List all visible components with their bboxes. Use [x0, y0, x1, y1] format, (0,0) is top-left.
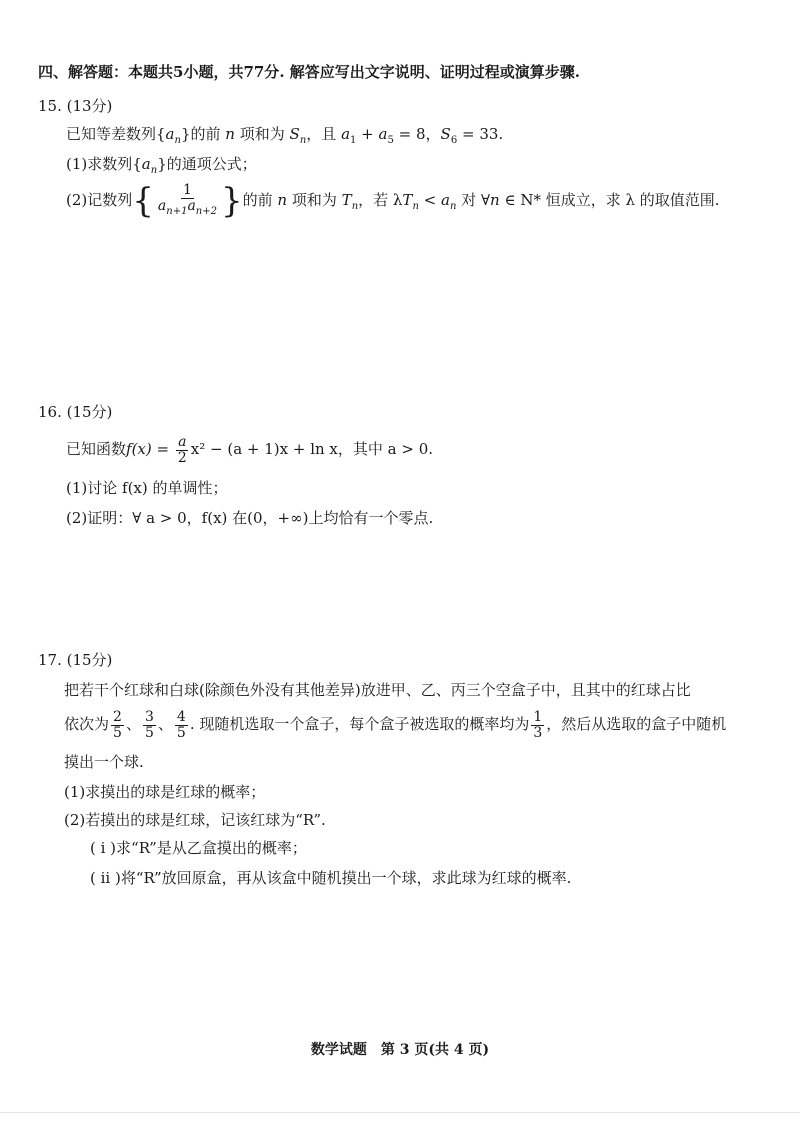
q17-part2: (2)若摸出的球是红球，记该红球为“R”.: [64, 811, 326, 829]
section-heading: 四、解答题：本题共5小题，共77分. 解答应写出文字说明、证明过程或演算步骤.: [38, 63, 580, 81]
fraction-3-5: $\frac{3}{5}$: [144, 708, 154, 741]
q15-part2: (2)记数列{ $\frac{1}{a_{n+1}a_{n+2}}$ }的前 n 项和为 $T_n$，若 $\lambda T_n < a_n$ 对 ∀n ∈ N* 恒成立，求 λ 的取值范围.: [66, 181, 720, 221]
q15-number: 15. (13分): [38, 97, 113, 115]
q17-number: 17. (15分): [38, 651, 113, 669]
q17-line2: 依次为 $\frac{2}{5}$ 、 $\frac{3}{5}$ 、 $\frac{4}{5}$ . 现随机选取一个盒子，每个盒子被选取的概率均为 $\frac{1}{3}$ ，然后从选取的盒子中随机: [64, 708, 727, 741]
q16-part2: (2)证明：∀ a > 0，f(x) 在(0，+∞)上均恰有一个零点.: [66, 509, 434, 527]
q16-number: 16. (15分): [38, 403, 113, 421]
q16-part1: (1)讨论 f(x) 的单调性；: [66, 479, 228, 497]
q17-line3: 摸出一个球.: [64, 753, 144, 771]
fraction-4-5: $\frac{4}{5}$: [176, 708, 186, 741]
page-footer: 数学试题 第 3 页(共 4 页): [310, 1042, 490, 1058]
q16-stem: 已知函数f(x) = $\frac{a}{2}$ x² − (a + 1)x + ln x，其中 a > 0.: [66, 433, 434, 466]
q17-part2-ii: ( ii )将“R”放回原盒，再从该盒中随机摸出一个球，求此球为红球的概率.: [90, 869, 572, 887]
fraction-2-5: $\frac{2}{5}$: [113, 708, 122, 741]
q17-part1: (1)求摸出的球是红球的概率；: [64, 783, 266, 801]
q16-fraction: $\frac{a}{2}$: [177, 433, 187, 466]
fraction-1-3: $\frac{1}{3}$: [533, 708, 543, 741]
q15-part1: (1)求数列$\{a_n\}$的通项公式；: [66, 155, 257, 176]
q15-fraction: $\frac{1}{a_{n+1}a_{n+2}}$: [157, 182, 217, 217]
q15-stem: 已知等差数列$\{a_n\}$的前 n 项和为 $S_n$，且 $a_1 + a_5 = 8$，$S_6 = 33$.: [66, 125, 504, 146]
page-bottom-divider: [0, 1112, 800, 1113]
q17-line1: 把若干个红球和白球(除颜色外没有其他差异)放进甲、乙、丙三个空盒子中，且其中的红球占比: [64, 681, 691, 699]
q17-part2-i: ( i )求“R”是从乙盒摸出的概率；: [90, 839, 307, 857]
